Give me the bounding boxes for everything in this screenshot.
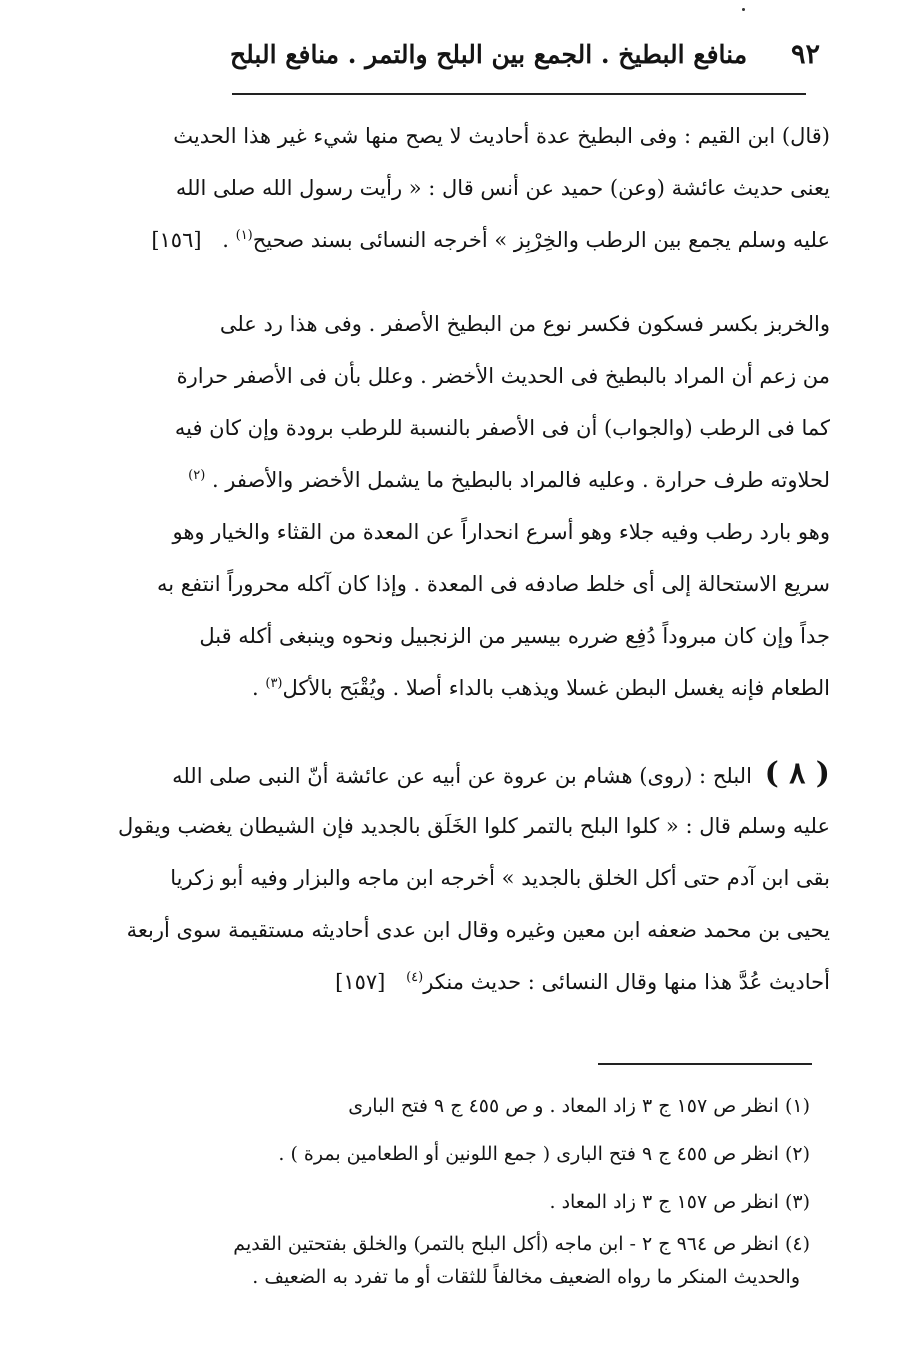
scan-dot — [742, 8, 745, 11]
footnote-ref: (٢) — [188, 468, 206, 483]
text-line — [92, 454, 830, 506]
text-line: (قال) ابن القيم : وفى البطيخ عدة أحاديث لا يصح منها شيء غير هذا الحديث — [173, 124, 830, 148]
footnote: (٤) انظر ص ٩٦٤ ج ٢ - ابن ماجه (أكل البلح بالتمر) والخلق بفتحتين القديم — [233, 1233, 810, 1255]
text-line: سريع الاستحالة إلى أى خلط صادفه فى المعدة . وإذا كان آكله محروراً انتفع به — [157, 572, 830, 596]
footnote: (١) انظر ص ١٥٧ ج ٣ زاد المعاد . و ص ٤٥٥ ج ٩ فتح البارى — [348, 1095, 810, 1117]
footnote-continuation: والحديث المنكر ما رواه الضعيف مخالفاً للثقات أو ما تفرد به الضعيف . — [252, 1266, 800, 1288]
footnote-rule — [598, 1063, 812, 1065]
section-heading: البلح — [712, 764, 752, 788]
footnote: (٢) انظر ص ٤٥٥ ج ٩ فتح البارى ( جمع اللونين أو الطعامين بمرة ) . — [278, 1143, 810, 1165]
footnote: (٣) انظر ص ١٥٧ ج ٣ زاد المعاد . — [549, 1191, 810, 1213]
footnote-ref: (١) — [235, 228, 253, 243]
page-number: ٩٢ — [790, 38, 820, 70]
text-line: جداً وإن كان مبروداً دُفِع ضرره بيسير من الزنجبيل ونحوه وينبغى أكله قبل — [199, 624, 830, 648]
text-segment: عليه وسلم يجمع بين الرطب والخِرْبِز » أخرجه النسائى بسند صحيح — [252, 228, 830, 252]
footnotes — [70, 1082, 810, 1292]
page-header — [230, 22, 820, 86]
text-line — [92, 956, 830, 1008]
paragraph-dates — [92, 748, 830, 1008]
paragraph-watermelon-hadith — [92, 110, 830, 266]
text-line: يحيى بن محمد ضعفه ابن معين وغيره وقال ابن عدى أحاديثه مستقيمة سوى أربعة — [126, 918, 830, 942]
hadith-number: [١٥٧] — [335, 970, 386, 994]
hadith-number: [١٥٦] — [151, 228, 202, 252]
text-segment: الطعام فإنه يغسل البطن غسلا ويذهب بالداء أصلا . ويُقْبَح بالأكل — [282, 676, 830, 700]
running-title: منافع البطيخ . الجمع بين البلح والتمر . منافع البلح — [230, 39, 748, 69]
text-segment: أحاديث عُدَّ هذا منها وقال النسائى : حديث منكر — [423, 970, 830, 994]
text-line: من زعم أن المراد بالبطيخ فى الحديث الأخضر . وعلل بأن فى الأصفر حرارة — [176, 364, 830, 388]
text-line: الطعام فإنه يغسل البطن غسلا ويذهب بالداء أصلا . ويُقْبَح بالأكل$^{(٣)}$ . — [252, 676, 830, 700]
text-line: عليه وسلم يجمع بين الرطب والخِرْبِز » أخرجه النسائى بسند صحيح$^{(١)}$ . [١٥٦] — [92, 214, 830, 266]
text-segment: : (روى) هشام بن عروة عن أبيه عن عائشة أنّ النبى صلى الله — [172, 764, 707, 788]
text-line: بقى ابن آدم حتى أكل الخلق بالجديد » أخرجه ابن ماجه والبزار وفيه أبو زكريا — [170, 866, 830, 890]
text-line — [92, 748, 830, 800]
footnote-ref: (٣) — [265, 676, 283, 691]
text-segment: لحلاوته طرف حرارة . وعليه فالمراد بالبطيخ ما يشمل الأخضر والأصفر . — [211, 468, 830, 492]
paragraph-khirbiz — [92, 298, 830, 714]
header-rule — [232, 93, 806, 95]
text-line: وهو بارد رطب وفيه جلاء وهو أسرع انحداراً عن المعدة من القثاء والخيار وهو — [172, 520, 830, 544]
text-line: يعنى حديث عائشة (وعن) حميد عن أنس قال : « رأيت رسول الله صلى الله — [175, 176, 830, 200]
text-line: عليه وسلم قال : « كلوا البلح بالتمر كلوا الخَلَق بالجديد فإن الشيطان يغضب ويقول — [118, 814, 830, 838]
text-line: والخربز بكسر فسكون فكسر نوع من البطيخ الأصفر . وفى هذا رد على — [219, 312, 830, 336]
text-line: كما فى الرطب (والجواب) أن فى الأصفر بالنسبة للرطب برودة وإن كان فيه — [174, 416, 830, 440]
footnote-ref: (٤) — [406, 970, 424, 985]
section-number: ( ٨ ) — [764, 756, 830, 791]
